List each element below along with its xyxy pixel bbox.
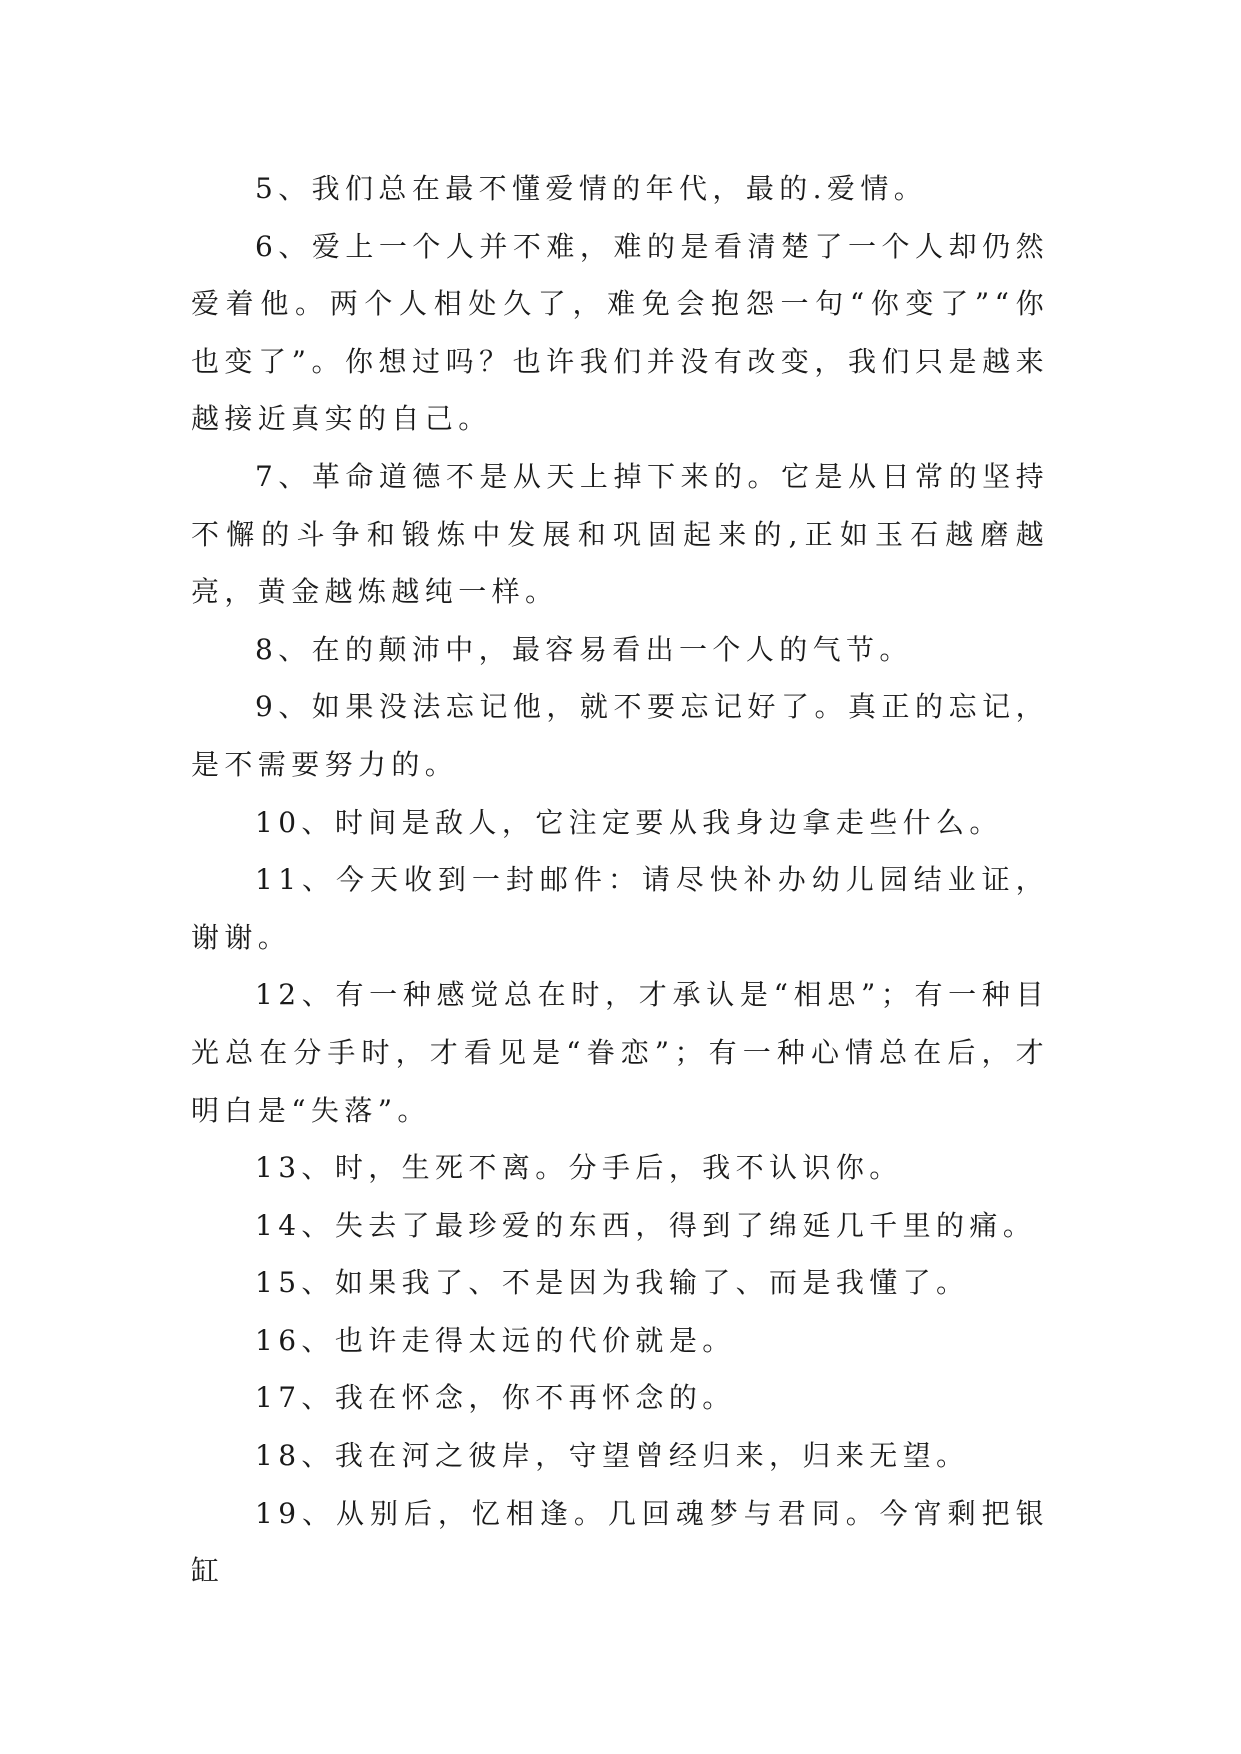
paragraph-7: 7、革命道德不是从天上掉下来的。它是从日常的坚持不懈的斗争和锻炼中发展和巩固起来的,正如玉石越磨越亮，黄金越炼越纯一样。	[191, 459, 1049, 609]
paragraph-5: 5、我们总在最不懂爱情的年代，最的.爱情。	[255, 172, 928, 205]
paragraph-13: 13、时，生死不离。分手后，我不认识你。	[255, 1151, 903, 1185]
paragraph-14: 14、失去了最珍爱的东西，得到了绵延几千里的痛。	[255, 1208, 1037, 1242]
paragraph-19: 19、从别后，忆相逢。几回魂梦与君同。今宵剩把银缸	[191, 1496, 1049, 1588]
paragraph-8: 8、在的颠沛中，最容易看出一个人的气节。	[255, 632, 913, 666]
paragraph-10: 10、时间是敌人，它注定要从我身边拿走些什么。	[255, 805, 1003, 839]
paragraph-9: 9、如果没法忘记他，就不要忘记好了。真正的忘记，是不需要努力的。	[191, 690, 1049, 781]
paragraph-11: 11、今天收到一封邮件：请尽快补办幼儿园结业证，谢谢。	[191, 863, 1049, 954]
paragraph-16: 16、也许走得太远的代价就是。	[255, 1323, 736, 1357]
document-body	[191, 160, 1049, 1600]
paragraph-17: 17、我在怀念，你不再怀念的。	[255, 1381, 736, 1415]
paragraph-12: 12、有一种感觉总在时，才承认是“相思”；有一种目光总在分手时，才看见是“眷恋”；有一种心情总在后，才明白是“失落”。	[191, 978, 1049, 1127]
paragraph-15: 15、如果我了、不是因为我输了、而是我懂了。	[255, 1266, 970, 1300]
paragraph-6: 6、爱上一个人并不难，难的是看清楚了一个人却仍然爱着他。两个人相处久了，难免会抱怨一句“你变了”“你也变了”。你想过吗？也许我们并没有改变，我们只是越来越接近真实的自己。	[191, 229, 1049, 436]
paragraph-18: 18、我在河之彼岸，守望曾经归来，归来无望。	[255, 1439, 970, 1473]
